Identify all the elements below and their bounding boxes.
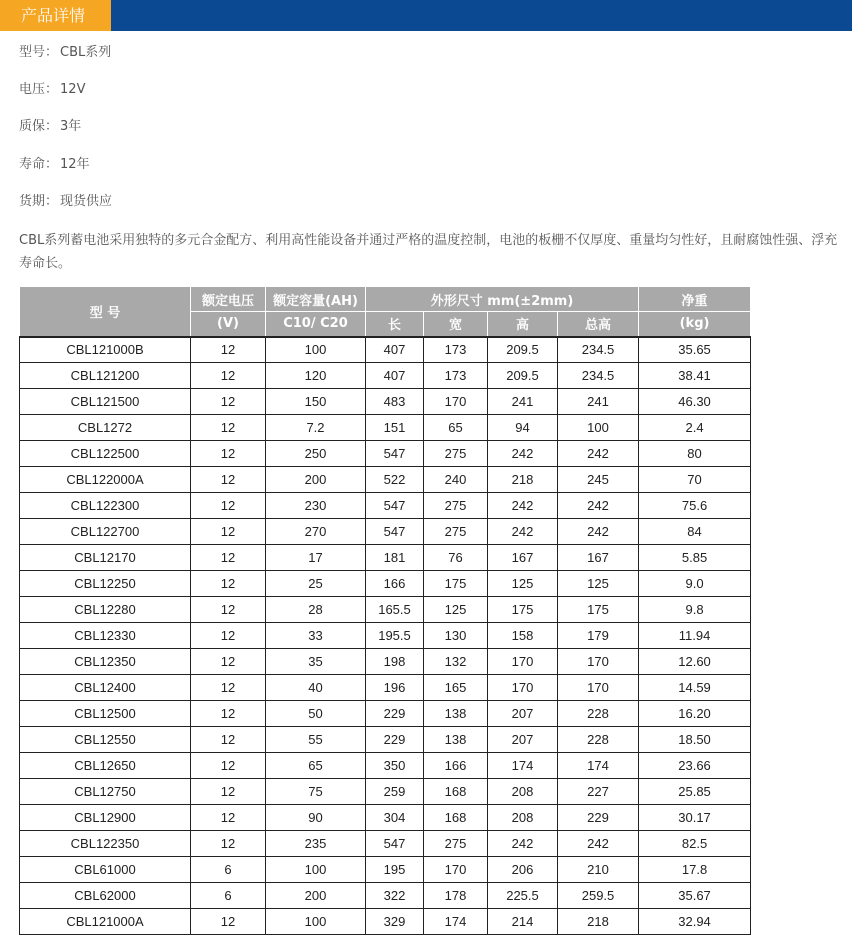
cell-total-height: 234.5: [558, 337, 639, 363]
cell-weight: 5.85: [639, 545, 751, 571]
spec-label: 型号: [19, 45, 46, 60]
cell-height: 207: [488, 727, 558, 753]
cell-total-height: 229: [558, 805, 639, 831]
cell-voltage: 12: [191, 571, 266, 597]
cell-total-height: 174: [558, 753, 639, 779]
cell-capacity: 50: [266, 701, 366, 727]
cell-weight: 9.8: [639, 597, 751, 623]
cell-weight: 30.17: [639, 805, 751, 831]
spec-value: 3年: [60, 119, 82, 134]
spec-label: 电压: [19, 82, 46, 97]
cell-weight: 38.41: [639, 363, 751, 389]
cell-model: CBL122500: [20, 441, 191, 467]
table-row: [20, 467, 751, 493]
table-row: [20, 753, 751, 779]
table-row: [20, 805, 751, 831]
cell-weight: 17.8: [639, 857, 751, 883]
cell-height: 208: [488, 805, 558, 831]
table-row: [20, 545, 751, 571]
cell-length: 350: [366, 753, 424, 779]
cell-capacity: 235: [266, 831, 366, 857]
cell-weight: 80: [639, 441, 751, 467]
cell-length: 151: [366, 415, 424, 441]
header-width: 宽: [424, 312, 488, 337]
cell-capacity: 35: [266, 649, 366, 675]
cell-width: 138: [424, 701, 488, 727]
cell-capacity: 100: [266, 337, 366, 363]
cell-length: 196: [366, 675, 424, 701]
cell-length: 195.5: [366, 623, 424, 649]
cell-voltage: 12: [191, 467, 266, 493]
cell-model: CBL122300: [20, 493, 191, 519]
cell-width: 130: [424, 623, 488, 649]
cell-capacity: 230: [266, 493, 366, 519]
cell-voltage: 12: [191, 597, 266, 623]
cell-width: 173: [424, 337, 488, 363]
cell-length: 522: [366, 467, 424, 493]
cell-weight: 35.65: [639, 337, 751, 363]
tab-product-details[interactable]: 产品详情: [0, 0, 111, 31]
cell-total-height: 242: [558, 831, 639, 857]
table-row: [20, 649, 751, 675]
spec-separator: ：: [45, 194, 59, 209]
cell-voltage: 12: [191, 363, 266, 389]
cell-weight: 25.85: [639, 779, 751, 805]
cell-length: 229: [366, 701, 424, 727]
cell-voltage: 12: [191, 649, 266, 675]
cell-capacity: 100: [266, 857, 366, 883]
cell-capacity: 150: [266, 389, 366, 415]
cell-total-height: 175: [558, 597, 639, 623]
cell-width: 275: [424, 441, 488, 467]
cell-model: CBL12250: [20, 571, 191, 597]
header-bar: [0, 0, 852, 31]
cell-model: CBL122000A: [20, 467, 191, 493]
cell-voltage: 6: [191, 857, 266, 883]
table-row: [20, 363, 751, 389]
cell-length: 195: [366, 857, 424, 883]
cell-width: 76: [424, 545, 488, 571]
cell-total-height: 242: [558, 493, 639, 519]
cell-height: 209.5: [488, 337, 558, 363]
spec-value: 12年: [60, 157, 90, 172]
table-row: [20, 597, 751, 623]
cell-width: 275: [424, 493, 488, 519]
spec-label: 质保: [19, 119, 46, 134]
cell-height: 242: [488, 831, 558, 857]
cell-height: 214: [488, 909, 558, 935]
spec-value: 12V: [60, 82, 86, 97]
cell-total-height: 234.5: [558, 363, 639, 389]
cell-voltage: 12: [191, 623, 266, 649]
cell-height: 242: [488, 519, 558, 545]
cell-capacity: 17: [266, 545, 366, 571]
cell-width: 168: [424, 805, 488, 831]
table-row: [20, 415, 751, 441]
cell-weight: 2.4: [639, 415, 751, 441]
cell-height: 218: [488, 467, 558, 493]
cell-total-height: 170: [558, 675, 639, 701]
cell-total-height: 228: [558, 727, 639, 753]
spec-item: [19, 44, 111, 62]
table-row: [20, 441, 751, 467]
header-capacity-sub: C10/ C20: [266, 312, 366, 337]
cell-height: 242: [488, 441, 558, 467]
cell-total-height: 125: [558, 571, 639, 597]
cell-height: 209.5: [488, 363, 558, 389]
cell-capacity: 65: [266, 753, 366, 779]
cell-weight: 9.0: [639, 571, 751, 597]
spec-label: 寿命: [19, 157, 46, 172]
table-row: [20, 909, 751, 935]
product-description: CBL系列蓄电池采用独特的多元合金配方、利用高性能设备并通过严格的温度控制，电池的板栅不仅厚度、重量均匀性好，且耐腐蚀性强、浮充寿命长。: [19, 233, 838, 271]
cell-model: CBL12900: [20, 805, 191, 831]
cell-capacity: 270: [266, 519, 366, 545]
cell-voltage: 12: [191, 519, 266, 545]
cell-model: CBL12280: [20, 597, 191, 623]
cell-length: 181: [366, 545, 424, 571]
cell-length: 407: [366, 337, 424, 363]
table-row: [20, 337, 751, 363]
cell-model: CBL121200: [20, 363, 191, 389]
cell-total-height: 179: [558, 623, 639, 649]
cell-total-height: 170: [558, 649, 639, 675]
table-row: [20, 519, 751, 545]
spec-item: [19, 81, 85, 99]
cell-capacity: 250: [266, 441, 366, 467]
header-model: 型 号: [20, 287, 191, 337]
cell-length: 329: [366, 909, 424, 935]
cell-voltage: 12: [191, 389, 266, 415]
cell-voltage: 12: [191, 753, 266, 779]
table-row: [20, 623, 751, 649]
spec-item: [19, 156, 90, 174]
cell-total-height: 100: [558, 415, 639, 441]
cell-height: 170: [488, 675, 558, 701]
cell-height: 94: [488, 415, 558, 441]
cell-voltage: 12: [191, 805, 266, 831]
cell-model: CBL12750: [20, 779, 191, 805]
cell-height: 170: [488, 649, 558, 675]
header-weight: 净重: [639, 287, 751, 312]
cell-voltage: 12: [191, 779, 266, 805]
cell-voltage: 12: [191, 909, 266, 935]
cell-total-height: 259.5: [558, 883, 639, 909]
cell-width: 178: [424, 883, 488, 909]
cell-capacity: 55: [266, 727, 366, 753]
table-row: [20, 675, 751, 701]
spec-value: CBL系列: [60, 45, 112, 60]
cell-weight: 11.94: [639, 623, 751, 649]
cell-width: 275: [424, 519, 488, 545]
cell-model: CBL1272: [20, 415, 191, 441]
cell-model: CBL121000A: [20, 909, 191, 935]
cell-total-height: 218: [558, 909, 639, 935]
cell-voltage: 12: [191, 675, 266, 701]
cell-length: 259: [366, 779, 424, 805]
table-row: [20, 389, 751, 415]
cell-model: CBL122350: [20, 831, 191, 857]
spec-separator: ：: [45, 45, 59, 60]
header-height: 高: [488, 312, 558, 337]
cell-weight: 46.30: [639, 389, 751, 415]
cell-width: 275: [424, 831, 488, 857]
cell-width: 168: [424, 779, 488, 805]
cell-voltage: 12: [191, 727, 266, 753]
header-weight-unit: (kg): [639, 312, 751, 337]
cell-weight: 12.60: [639, 649, 751, 675]
cell-model: CBL12550: [20, 727, 191, 753]
cell-model: CBL61000: [20, 857, 191, 883]
header-total-height: 总高: [558, 312, 639, 337]
cell-voltage: 12: [191, 493, 266, 519]
cell-length: 229: [366, 727, 424, 753]
cell-height: 208: [488, 779, 558, 805]
header-dimensions: 外形尺寸 mm(±2mm): [366, 287, 639, 312]
cell-total-height: 228: [558, 701, 639, 727]
cell-width: 125: [424, 597, 488, 623]
cell-height: 125: [488, 571, 558, 597]
cell-width: 170: [424, 857, 488, 883]
spec-separator: ：: [45, 119, 59, 134]
cell-capacity: 33: [266, 623, 366, 649]
cell-width: 165: [424, 675, 488, 701]
cell-weight: 84: [639, 519, 751, 545]
cell-weight: 16.20: [639, 701, 751, 727]
header-capacity: 额定容量(AH): [266, 287, 366, 312]
table-row: [20, 493, 751, 519]
spec-item: [19, 193, 112, 211]
cell-capacity: 7.2: [266, 415, 366, 441]
cell-weight: 32.94: [639, 909, 751, 935]
cell-height: 225.5: [488, 883, 558, 909]
cell-total-height: 242: [558, 441, 639, 467]
cell-weight: 35.67: [639, 883, 751, 909]
cell-weight: 75.6: [639, 493, 751, 519]
cell-capacity: 90: [266, 805, 366, 831]
table-row: [20, 779, 751, 805]
cell-model: CBL121500: [20, 389, 191, 415]
cell-length: 547: [366, 831, 424, 857]
cell-capacity: 28: [266, 597, 366, 623]
cell-total-height: 241: [558, 389, 639, 415]
cell-width: 174: [424, 909, 488, 935]
cell-width: 166: [424, 753, 488, 779]
cell-capacity: 40: [266, 675, 366, 701]
cell-total-height: 227: [558, 779, 639, 805]
spec-item: [19, 118, 81, 136]
cell-capacity: 200: [266, 467, 366, 493]
cell-width: 170: [424, 389, 488, 415]
cell-voltage: 12: [191, 831, 266, 857]
cell-height: 242: [488, 493, 558, 519]
cell-total-height: 167: [558, 545, 639, 571]
spec-label: 货期: [19, 194, 46, 209]
cell-model: CBL122700: [20, 519, 191, 545]
cell-width: 175: [424, 571, 488, 597]
cell-model: CBL12170: [20, 545, 191, 571]
cell-total-height: 245: [558, 467, 639, 493]
cell-length: 407: [366, 363, 424, 389]
cell-capacity: 100: [266, 909, 366, 935]
table-body: [20, 337, 751, 935]
cell-length: 547: [366, 493, 424, 519]
cell-weight: 82.5: [639, 831, 751, 857]
cell-total-height: 210: [558, 857, 639, 883]
cell-height: 241: [488, 389, 558, 415]
cell-voltage: 12: [191, 415, 266, 441]
cell-width: 132: [424, 649, 488, 675]
cell-total-height: 242: [558, 519, 639, 545]
cell-voltage: 6: [191, 883, 266, 909]
table-row: [20, 571, 751, 597]
cell-height: 167: [488, 545, 558, 571]
table-row: [20, 701, 751, 727]
cell-length: 547: [366, 519, 424, 545]
cell-width: 65: [424, 415, 488, 441]
header-length: 长: [366, 312, 424, 337]
cell-capacity: 75: [266, 779, 366, 805]
cell-weight: 18.50: [639, 727, 751, 753]
cell-height: 206: [488, 857, 558, 883]
cell-height: 175: [488, 597, 558, 623]
cell-length: 198: [366, 649, 424, 675]
cell-voltage: 12: [191, 545, 266, 571]
header-voltage-unit: (V): [191, 312, 266, 337]
cell-length: 322: [366, 883, 424, 909]
cell-voltage: 12: [191, 701, 266, 727]
cell-voltage: 12: [191, 441, 266, 467]
cell-height: 174: [488, 753, 558, 779]
cell-model: CBL121000B: [20, 337, 191, 363]
cell-width: 173: [424, 363, 488, 389]
cell-weight: 14.59: [639, 675, 751, 701]
table-row: [20, 727, 751, 753]
cell-weight: 23.66: [639, 753, 751, 779]
cell-model: CBL12650: [20, 753, 191, 779]
table-row: [20, 831, 751, 857]
spec-value: 现货供应: [60, 194, 113, 209]
cell-capacity: 120: [266, 363, 366, 389]
cell-voltage: 12: [191, 337, 266, 363]
header-voltage: 额定电压: [191, 287, 266, 312]
table-row: [20, 883, 751, 909]
cell-length: 166: [366, 571, 424, 597]
cell-model: CBL12330: [20, 623, 191, 649]
cell-length: 304: [366, 805, 424, 831]
cell-width: 138: [424, 727, 488, 753]
cell-width: 240: [424, 467, 488, 493]
spec-separator: ：: [45, 157, 59, 172]
cell-height: 207: [488, 701, 558, 727]
cell-model: CBL12350: [20, 649, 191, 675]
cell-model: CBL62000: [20, 883, 191, 909]
cell-model: CBL12400: [20, 675, 191, 701]
cell-capacity: 200: [266, 883, 366, 909]
cell-length: 483: [366, 389, 424, 415]
cell-weight: 70: [639, 467, 751, 493]
spec-table: [19, 286, 751, 935]
table-row: [20, 857, 751, 883]
cell-length: 547: [366, 441, 424, 467]
cell-height: 158: [488, 623, 558, 649]
cell-model: CBL12500: [20, 701, 191, 727]
cell-length: 165.5: [366, 597, 424, 623]
cell-capacity: 25: [266, 571, 366, 597]
spec-separator: ：: [45, 82, 59, 97]
